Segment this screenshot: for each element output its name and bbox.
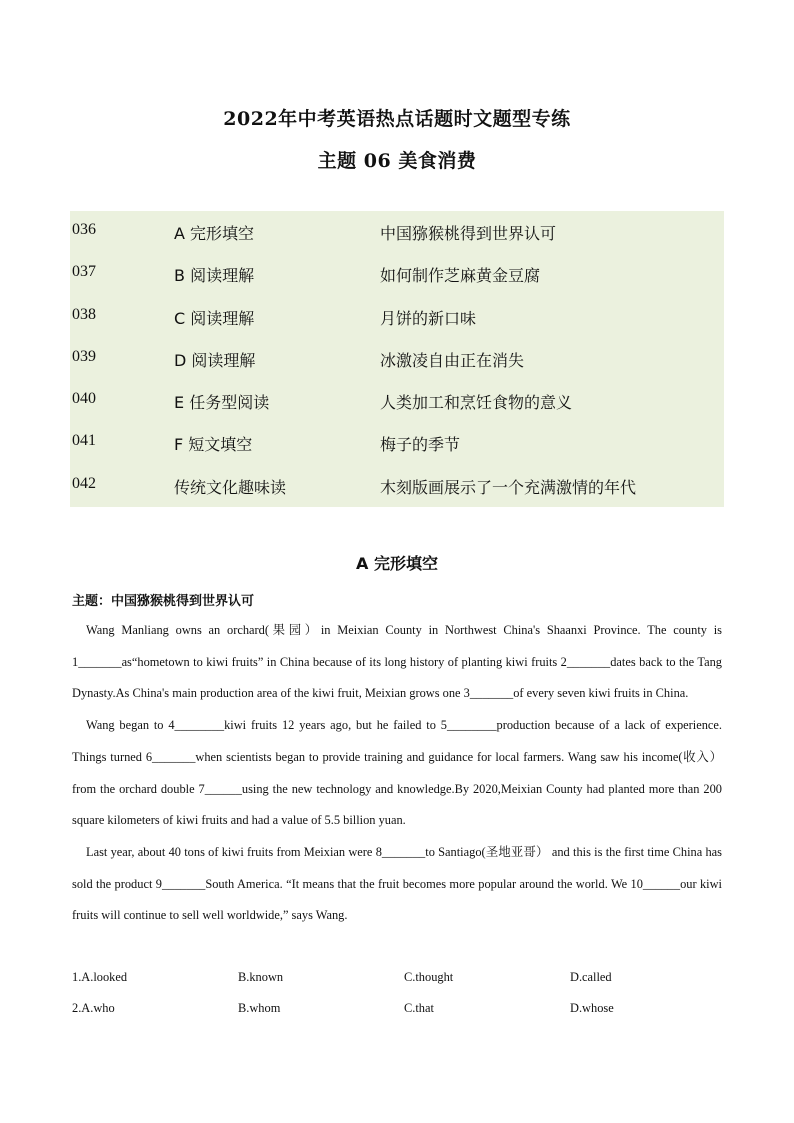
row-number: 041 [72,432,96,450]
row-topic: 中国猕猴桃得到世界认可 [380,224,557,243]
row-topic: 月饼的新口味 [380,308,477,328]
option-a: 2.A.who [72,1001,115,1015]
contents-row [70,380,724,422]
contents-row [70,253,724,295]
row-number: 042 [72,474,96,492]
row-type: B 阅读理解 [174,266,255,286]
document-subtitle: 主题 06 美食消费 [317,150,477,172]
contents-table [70,211,724,507]
question-row [72,997,732,1028]
cloze-passage [72,615,722,932]
row-type: F 短文填空 [174,435,253,455]
row-type: A 完形填空 [174,224,255,243]
option-c: C.that [404,1001,434,1015]
row-type: C 阅读理解 [174,308,255,328]
row-number: 040 [72,390,96,408]
question-row [72,966,732,997]
row-type: 传统文化趣味读 [174,477,287,497]
row-type: D 阅读理解 [174,350,256,370]
contents-row [70,422,724,464]
contents-row [70,296,724,338]
row-number: 037 [72,263,96,281]
contents-row [70,465,724,507]
option-c: C.thought [404,970,454,984]
option-b: B.whom [238,1001,281,1015]
row-topic: 人类加工和烹饪食物的意义 [380,393,573,413]
row-topic: 梅子的季节 [380,435,461,455]
answer-options [72,966,732,1028]
row-topic: 木刻版画展示了一个充满激情的年代 [380,477,637,497]
option-a: 1.A.looked [72,970,128,984]
passage-paragraph: Wang began to 4________kiwi fruits 12 years ago, but he failed to 5________production because of a lack of experience. Things turned 6_______when scientists began to provide training and guidance for local farmers. Wang saw his income(收入）from the orchard double 7______using the new technology and knowledge.By 2020,Meixian County had planted more than 200 square kilometers of kiwi fruits and had a value of 5.5 billion yuan. [72,718,722,828]
section-heading: A 完形填空 [356,554,438,573]
row-number: 039 [72,347,96,365]
topic-line: 主题：中国猕猴桃得到世界认可 [72,594,255,609]
passage-paragraph: Last year, about 40 tons of kiwi fruits from Meixian were 8_______to Santiago(圣地亚哥） and this is the first time China has sold the product 9_______South America. “It means that the fruit becomes more popular around the world. We 10______our kiwi fruits will continue to sell well worldwide,” says Wang. [72,844,722,923]
contents-row [70,211,724,253]
row-number: 036 [72,221,96,238]
contents-row [70,338,724,380]
row-topic: 如何制作芝麻黄金豆腐 [380,266,541,286]
passage-paragraph: Wang Manliang owns an orchard(果园）in Meixian County in Northwest China's Shaanxi Province. The county is 1_______as“hometown to kiwi fruits” in China because of its long history of planting kiwi fruits 2_______dates back to the Tang Dynasty.As China's main production area of the kiwi fruit, Meixian grows one 3_______of every seven kiwi fruits in China. [72,623,722,701]
row-topic: 冰激凌自由正在消失 [380,350,525,370]
option-d: D.whose [570,1001,614,1015]
option-d: D.called [570,970,612,984]
option-b: B.known [238,970,284,984]
document-title: 2022年中考英语热点话题时文题型专练 [223,108,571,130]
row-type: E 任务型阅读 [174,393,270,413]
row-number: 038 [72,305,96,323]
